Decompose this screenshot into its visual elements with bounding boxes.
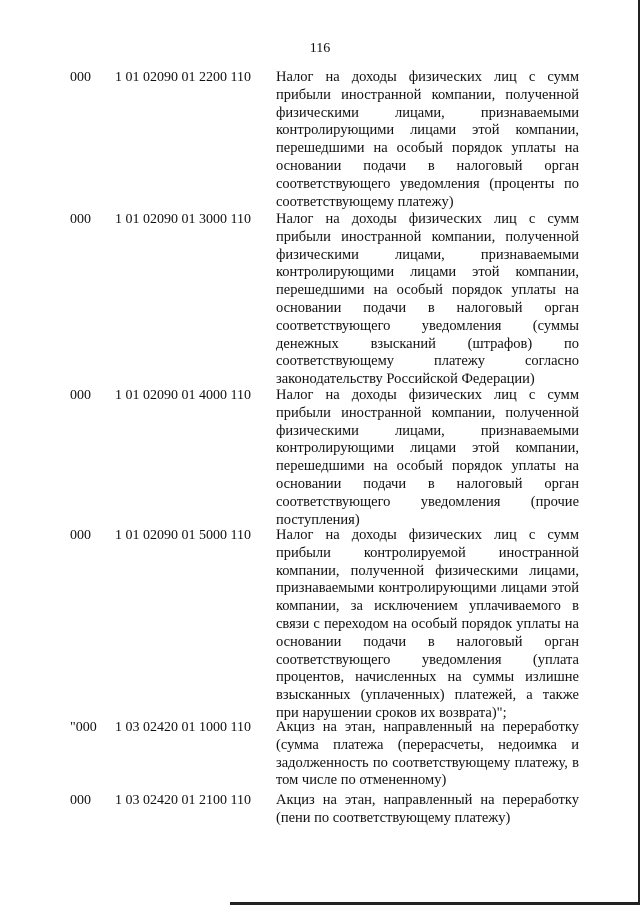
budget-classification-code: 1 03 02420 01 1000 110 [115, 720, 251, 735]
income-description: Акциз на этан, направленный на переработку (сумма платежа (перерасчеты, недоимка и задолженность по соответствующему платежу, в том числе по отмененному) [276, 719, 579, 789]
admin-code: "000 [70, 720, 97, 735]
income-description: Налог на доходы физических лиц с сумм прибыли иностранной компании, полученной физическими лицами, признаваемыми контролирующими лицами этой компании, перешедшими на особый порядок уплаты на основании подачи в налоговый орган соответствующего уведомления (суммы денежных взысканий (штрафов) по соответствующему платежу согласно законодательству Российской Федерации) [276, 211, 579, 388]
admin-code: 000 [70, 212, 91, 227]
admin-code: 000 [70, 528, 91, 543]
budget-classification-code: 1 01 02090 01 2200 110 [115, 70, 251, 85]
budget-classification-code: 1 01 02090 01 4000 110 [115, 388, 251, 403]
admin-code: 000 [70, 388, 91, 403]
budget-classification-code: 1 01 02090 01 3000 110 [115, 212, 251, 227]
budget-classification-code: 1 03 02420 01 2100 110 [115, 793, 251, 808]
income-description: Акциз на этан, направленный на переработку (пени по соответствующему платежу) [276, 792, 579, 826]
income-description: Налог на доходы физических лиц с сумм прибыли иностранной компании, полученной физическими лицами, признаваемыми контролирующими лицами этой компании, перешедшими на особый порядок уплаты на основании подачи в налоговый орган соответствующего уведомления (проценты по соответствующему платежу) [276, 69, 579, 210]
page-number: 116 [309, 41, 331, 56]
income-description: Налог на доходы физических лиц с сумм прибыли иностранной компании, полученной физическими лицами, признаваемыми контролирующими лицами этой компании, перешедшими на особый порядок уплаты на основании подачи в налоговый орган соответствующего уведомления (прочие поступления) [276, 387, 579, 528]
admin-code: 000 [70, 70, 91, 85]
budget-classification-code: 1 01 02090 01 5000 110 [115, 528, 251, 543]
admin-code: 000 [70, 793, 91, 808]
income-description: Налог на доходы физических лиц с сумм прибыли контролируемой иностранной компании, полученной физическими лицами, признаваемыми контролирующими лицами этой компании, за исключением уплачиваемого в связи с переходом на особый порядок уплаты на основании подачи в налоговый орган соответствующего уведомления (уплата процентов, начисленных на суммы излишне взысканных (уплаченных) платежей, а также при нарушении сроков их возврата)"; [276, 527, 579, 721]
